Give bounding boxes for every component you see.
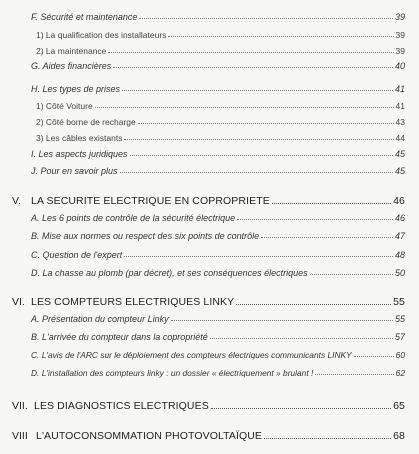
toc-entry-vi-a bbox=[31, 314, 405, 324]
toc-entry-page: 44 bbox=[395, 133, 405, 143]
toc-entry-label: I. Les aspects juridiques bbox=[31, 149, 128, 159]
dot-leader bbox=[264, 438, 391, 439]
toc-entry-v-b bbox=[31, 231, 405, 241]
toc-entry-label: D. L'installation des compteurs linky : un dossier « électriquement » brulant ! bbox=[31, 368, 314, 378]
toc-entry-page: 40 bbox=[394, 61, 405, 71]
dot-leader bbox=[310, 274, 393, 275]
toc-entry-page: 57 bbox=[394, 332, 405, 342]
toc-entry-label: C. L'avis de l'ARC sur le déploiement des compteurs électriques communicants LINKY bbox=[31, 350, 352, 360]
dot-leader bbox=[113, 67, 393, 68]
toc-entry-f bbox=[31, 12, 405, 22]
toc-entry-g bbox=[31, 61, 405, 71]
dot-leader bbox=[138, 123, 394, 124]
toc-entry-page: 55 bbox=[394, 314, 405, 324]
toc-entry-page: 43 bbox=[395, 117, 405, 127]
dot-leader bbox=[315, 374, 393, 375]
chapter-number: V. bbox=[12, 195, 21, 207]
chapter-title: L'AUTOCONSOMMATION PHOTOVOLTAÏQUE bbox=[36, 430, 263, 442]
toc-entry-page: 39 bbox=[395, 30, 405, 40]
chapter-v bbox=[31, 195, 405, 207]
chapter-vii bbox=[34, 400, 405, 412]
toc-entry-label: 2) Côté borne de recharge bbox=[36, 117, 136, 127]
toc-entry-label: 1) La qualification des installateurs bbox=[36, 30, 167, 40]
dot-leader bbox=[124, 256, 393, 257]
dot-leader bbox=[236, 304, 391, 305]
dot-leader bbox=[120, 172, 393, 173]
toc-entry-label: 3) Les câbles existants bbox=[36, 133, 123, 143]
toc-entry-label: A. Les 6 points de contrôle de la sécurité électrique bbox=[31, 213, 236, 223]
chapter-page: 46 bbox=[393, 195, 405, 207]
toc-entry-i bbox=[31, 149, 405, 159]
toc-entry-label: G. Aides financières bbox=[31, 61, 112, 71]
toc-entry-v-c bbox=[31, 250, 405, 260]
toc-entry-page: 39 bbox=[395, 46, 405, 56]
toc-entry-page: 45 bbox=[394, 166, 405, 176]
toc-entry-page: 62 bbox=[395, 368, 405, 378]
toc-entry-label: 1) Côté Voiture bbox=[36, 101, 93, 111]
toc-entry-label: C. Question de l'expert bbox=[31, 250, 123, 260]
dot-leader bbox=[237, 219, 393, 220]
chapter-number: VI. bbox=[12, 296, 25, 308]
toc-entry-page: 46 bbox=[394, 213, 405, 223]
chapter-page: 55 bbox=[393, 296, 405, 308]
toc-entry-page: 48 bbox=[394, 250, 405, 260]
toc-entry-page: 41 bbox=[395, 101, 405, 111]
chapter-page: 68 bbox=[393, 430, 405, 442]
toc-entry-h3 bbox=[36, 133, 405, 143]
toc-entry-page: 39 bbox=[394, 12, 405, 22]
dot-leader bbox=[210, 338, 393, 339]
toc-entry-label: D. La chasse au plomb (par décret), et ses conséquences électriques bbox=[31, 268, 308, 278]
toc-entry-v-d bbox=[31, 268, 405, 278]
dot-leader bbox=[272, 203, 391, 204]
toc-entry-j bbox=[31, 166, 405, 176]
toc-entry-h2 bbox=[36, 117, 405, 127]
chapter-title: LA SECURITE ELECTRIQUE EN COPROPRIETE bbox=[31, 195, 270, 207]
dot-leader bbox=[261, 237, 393, 238]
dot-leader bbox=[122, 90, 393, 91]
toc-entry-vi-c bbox=[31, 350, 405, 360]
dot-leader bbox=[354, 356, 394, 357]
toc-entry-f1 bbox=[36, 30, 405, 40]
chapter-viii bbox=[36, 430, 405, 442]
dot-leader bbox=[108, 52, 393, 53]
toc-entry-page: 60 bbox=[395, 350, 405, 360]
toc-entry-label: H. Les types de prises bbox=[31, 84, 121, 94]
toc-entry-label: 2) La maintenance bbox=[36, 46, 107, 56]
toc-entry-label: B. Mise aux normes ou respect des six points de contrôle bbox=[31, 231, 260, 241]
dot-leader bbox=[124, 139, 393, 140]
toc-entry-v-a bbox=[31, 213, 405, 223]
toc-entry-page: 41 bbox=[394, 84, 405, 94]
toc-entry-vi-d bbox=[31, 368, 405, 378]
toc-entry-page: 45 bbox=[394, 149, 405, 159]
toc-entry-h1 bbox=[36, 101, 405, 111]
toc-entry-f2 bbox=[36, 46, 405, 56]
toc-entry-label: B. L'arrivée du compteur dans la copropriété bbox=[31, 332, 208, 342]
toc-entry-page: 47 bbox=[394, 231, 405, 241]
chapter-title: LES COMPTEURS ELECTRIQUES LINKY bbox=[31, 296, 235, 308]
dot-leader bbox=[95, 107, 394, 108]
chapter-number: VIII bbox=[12, 430, 28, 442]
dot-leader bbox=[211, 408, 391, 409]
dot-leader bbox=[139, 18, 393, 19]
toc-entry-page: 50 bbox=[394, 268, 405, 278]
chapter-page: 65 bbox=[393, 400, 405, 412]
dot-leader bbox=[130, 155, 393, 156]
toc-entry-vi-b bbox=[31, 332, 405, 342]
chapter-number: VII. bbox=[12, 400, 28, 412]
dot-leader bbox=[171, 320, 393, 321]
chapter-title: LES DIAGNOSTICS ELECTRIQUES bbox=[34, 400, 209, 412]
dot-leader bbox=[168, 36, 393, 37]
toc-entry-h bbox=[31, 84, 405, 94]
toc-entry-label: A. Présentation du compteur Linky bbox=[31, 314, 169, 324]
toc-entry-label: J. Pour en savoir plus bbox=[31, 166, 118, 176]
chapter-vi bbox=[31, 296, 405, 308]
toc-entry-label: F. Sécurité et maintenance bbox=[31, 12, 138, 22]
